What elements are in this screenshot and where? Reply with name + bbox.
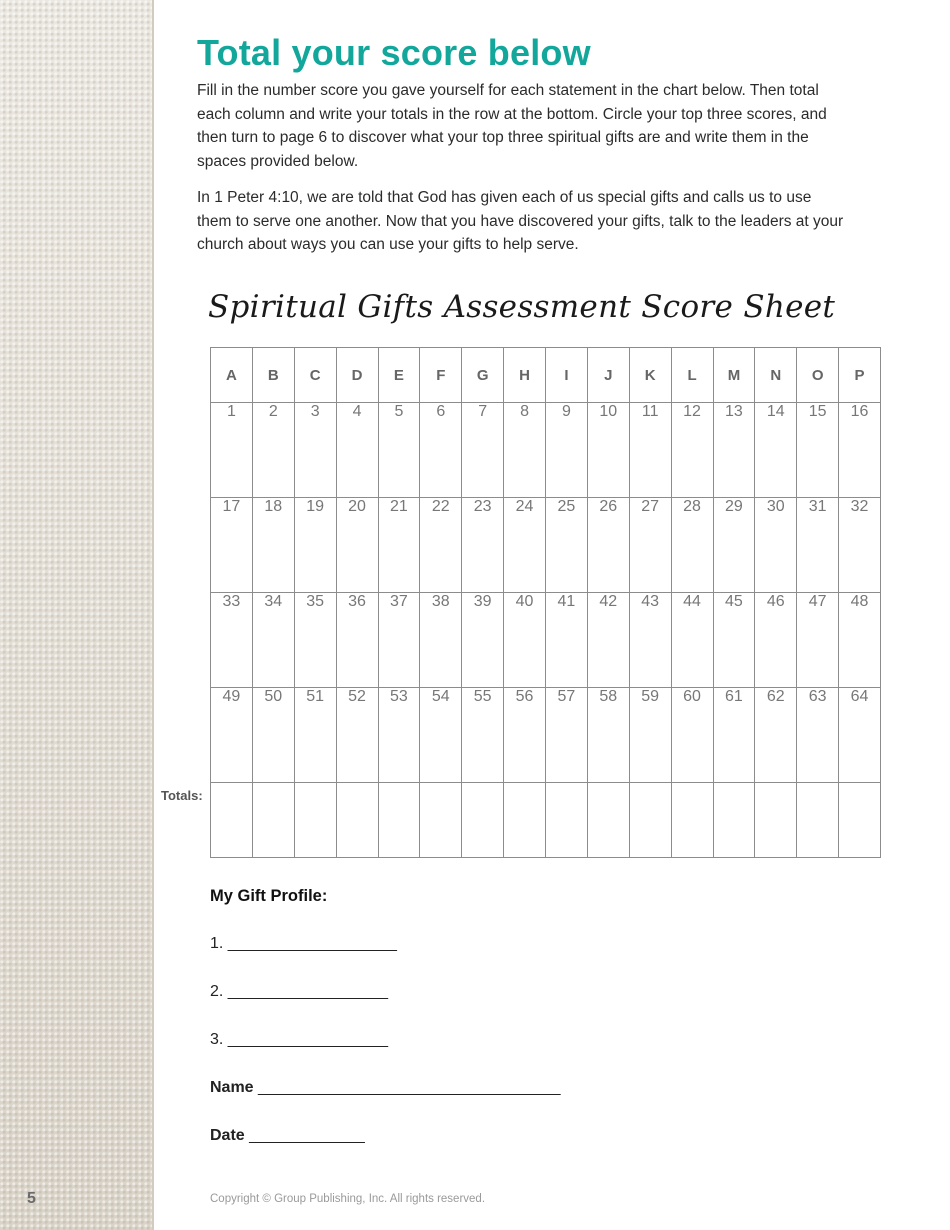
- score-cell[interactable]: 45: [713, 593, 755, 688]
- gift-blank[interactable]: __________________: [227, 1031, 388, 1048]
- totals-label: Totals:: [161, 788, 203, 803]
- column-header: F: [420, 348, 462, 403]
- score-cell[interactable]: 3: [294, 403, 336, 498]
- gift-number: 3.: [210, 1031, 224, 1048]
- score-cell[interactable]: 30: [755, 498, 797, 593]
- table-row: [211, 688, 881, 783]
- score-cell[interactable]: 22: [420, 498, 462, 593]
- score-cell[interactable]: 39: [462, 593, 504, 688]
- score-cell[interactable]: 55: [462, 688, 504, 783]
- total-cell[interactable]: [671, 783, 713, 858]
- score-cell[interactable]: 12: [671, 403, 713, 498]
- score-cell[interactable]: 38: [420, 593, 462, 688]
- score-cell[interactable]: 49: [211, 688, 253, 783]
- column-header: J: [587, 348, 629, 403]
- total-cell[interactable]: [462, 783, 504, 858]
- score-cell[interactable]: 2: [252, 403, 294, 498]
- total-cell[interactable]: [504, 783, 546, 858]
- column-header: L: [671, 348, 713, 403]
- score-cell[interactable]: 6: [420, 403, 462, 498]
- gift-number: 1.: [210, 935, 224, 952]
- column-header: C: [294, 348, 336, 403]
- score-cell[interactable]: 33: [211, 593, 253, 688]
- score-cell[interactable]: 37: [378, 593, 420, 688]
- score-cell[interactable]: 62: [755, 688, 797, 783]
- score-cell[interactable]: 11: [629, 403, 671, 498]
- score-cell[interactable]: 42: [587, 593, 629, 688]
- score-cell[interactable]: 58: [587, 688, 629, 783]
- score-cell[interactable]: 13: [713, 403, 755, 498]
- column-header: M: [713, 348, 755, 403]
- total-cell[interactable]: [629, 783, 671, 858]
- score-cell[interactable]: 20: [336, 498, 378, 593]
- score-cell[interactable]: 35: [294, 593, 336, 688]
- score-cell[interactable]: 53: [378, 688, 420, 783]
- score-cell[interactable]: 56: [504, 688, 546, 783]
- name-field[interactable]: [210, 1079, 561, 1097]
- score-cell[interactable]: 64: [839, 688, 881, 783]
- score-cell[interactable]: 61: [713, 688, 755, 783]
- date-field[interactable]: [210, 1127, 365, 1145]
- total-cell[interactable]: [546, 783, 588, 858]
- total-cell[interactable]: [211, 783, 253, 858]
- score-cell[interactable]: 10: [587, 403, 629, 498]
- gift-line-1[interactable]: [210, 935, 397, 953]
- header-row: [211, 348, 881, 403]
- total-cell[interactable]: [252, 783, 294, 858]
- score-cell[interactable]: 24: [504, 498, 546, 593]
- score-cell[interactable]: 52: [336, 688, 378, 783]
- score-cell[interactable]: 50: [252, 688, 294, 783]
- scripture-paragraph: In 1 Peter 4:10, we are told that God has given each of us special gifts and calls us to use them to serve one another. Now that you have discovered your gifts, talk to the leaders at your church about ways you can use your gifts to help serve.: [197, 189, 844, 253]
- score-cell[interactable]: 26: [587, 498, 629, 593]
- score-cell[interactable]: 29: [713, 498, 755, 593]
- score-cell[interactable]: 59: [629, 688, 671, 783]
- score-cell[interactable]: 28: [671, 498, 713, 593]
- score-cell[interactable]: 47: [797, 593, 839, 688]
- score-table: [210, 347, 881, 858]
- score-cell[interactable]: 54: [420, 688, 462, 783]
- score-cell[interactable]: 1: [211, 403, 253, 498]
- score-cell[interactable]: 16: [839, 403, 881, 498]
- column-header: B: [252, 348, 294, 403]
- score-cell[interactable]: 43: [629, 593, 671, 688]
- gift-line-3[interactable]: [210, 1031, 388, 1049]
- score-cell[interactable]: 5: [378, 403, 420, 498]
- gift-line-2[interactable]: [210, 983, 388, 1001]
- total-cell[interactable]: [420, 783, 462, 858]
- total-cell[interactable]: [797, 783, 839, 858]
- score-cell[interactable]: 19: [294, 498, 336, 593]
- page-number: 5: [27, 1190, 36, 1207]
- totals-row: [211, 783, 881, 858]
- score-cell[interactable]: 46: [755, 593, 797, 688]
- name-blank[interactable]: __________________________________: [258, 1079, 561, 1096]
- total-cell[interactable]: [378, 783, 420, 858]
- score-cell[interactable]: 63: [797, 688, 839, 783]
- date-label: Date: [210, 1127, 245, 1144]
- table-row: [211, 593, 881, 688]
- score-cell[interactable]: 7: [462, 403, 504, 498]
- sidebar-divider: [152, 0, 154, 1230]
- score-cell[interactable]: 14: [755, 403, 797, 498]
- score-cell[interactable]: 8: [504, 403, 546, 498]
- instructions-paragraph: Fill in the number score you gave yourself for each statement in the chart below. Then total each column and write your totals in the row at the bottom. Circle your top three scores, and then turn to page 6 to discover what your top three spiritual gifts are and write them in the spaces provided below.: [197, 82, 827, 170]
- score-cell[interactable]: 27: [629, 498, 671, 593]
- score-cell[interactable]: 9: [546, 403, 588, 498]
- column-header: N: [755, 348, 797, 403]
- column-header: A: [211, 348, 253, 403]
- date-blank[interactable]: _____________: [249, 1127, 365, 1144]
- score-cell[interactable]: 15: [797, 403, 839, 498]
- gift-profile-title: My Gift Profile:: [210, 887, 328, 905]
- column-header: P: [839, 348, 881, 403]
- page-title: Total your score below: [197, 32, 591, 73]
- score-cell[interactable]: 31: [797, 498, 839, 593]
- score-cell[interactable]: 60: [671, 688, 713, 783]
- column-header: D: [336, 348, 378, 403]
- score-cell[interactable]: 51: [294, 688, 336, 783]
- total-cell[interactable]: [839, 783, 881, 858]
- copyright-notice: Copyright © Group Publishing, Inc. All rights reserved.: [210, 1193, 486, 1205]
- column-header: G: [462, 348, 504, 403]
- score-cell[interactable]: 32: [839, 498, 881, 593]
- table-row: [211, 403, 881, 498]
- score-cell[interactable]: 36: [336, 593, 378, 688]
- score-cell[interactable]: 44: [671, 593, 713, 688]
- score-cell[interactable]: 34: [252, 593, 294, 688]
- column-header: E: [378, 348, 420, 403]
- total-cell[interactable]: [336, 783, 378, 858]
- score-cell[interactable]: 23: [462, 498, 504, 593]
- score-cell[interactable]: 17: [211, 498, 253, 593]
- gift-blank[interactable]: ___________________: [227, 935, 397, 952]
- total-cell[interactable]: [713, 783, 755, 858]
- total-cell[interactable]: [755, 783, 797, 858]
- decorative-sidebar: [0, 0, 153, 1230]
- column-header: I: [546, 348, 588, 403]
- score-cell[interactable]: 40: [504, 593, 546, 688]
- score-cell[interactable]: 57: [546, 688, 588, 783]
- score-cell[interactable]: 21: [378, 498, 420, 593]
- column-header: O: [797, 348, 839, 403]
- score-cell[interactable]: 25: [546, 498, 588, 593]
- total-cell[interactable]: [294, 783, 336, 858]
- total-cell[interactable]: [587, 783, 629, 858]
- score-cell[interactable]: 48: [839, 593, 881, 688]
- gift-blank[interactable]: __________________: [227, 983, 388, 1000]
- score-cell[interactable]: 41: [546, 593, 588, 688]
- gift-number: 2.: [210, 983, 224, 1000]
- table-row: [211, 498, 881, 593]
- score-cell[interactable]: 4: [336, 403, 378, 498]
- name-label: Name: [210, 1079, 254, 1096]
- column-header: K: [629, 348, 671, 403]
- column-header: H: [504, 348, 546, 403]
- score-cell[interactable]: 18: [252, 498, 294, 593]
- score-sheet-title: Spiritual Gifts Assessment Score Sheet: [208, 289, 836, 325]
